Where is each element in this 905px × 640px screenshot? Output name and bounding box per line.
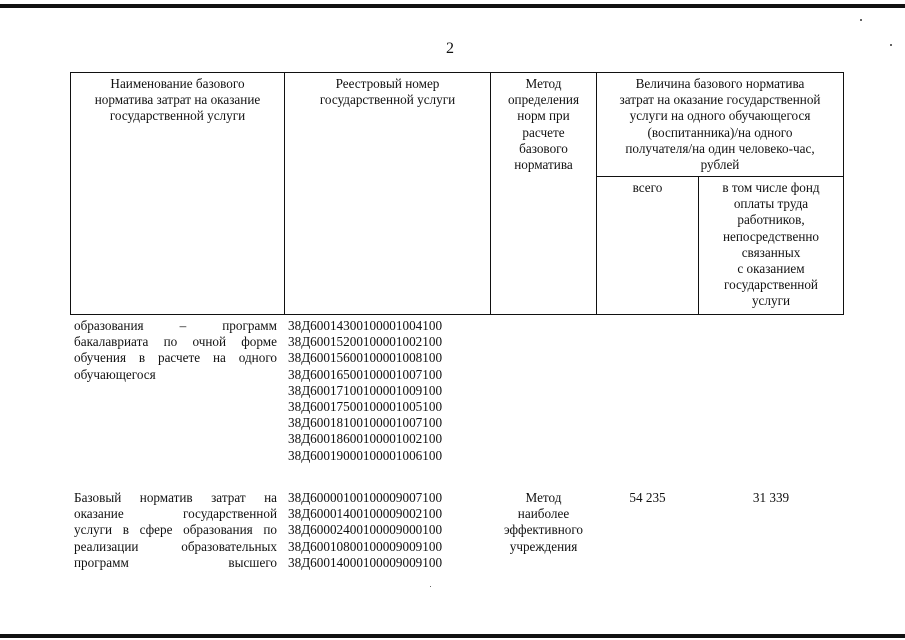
header-norm-value: Величина базового норматива затрат на оказание государственной услуги на одного обучающегося (воспитанника)/на одного получателя/на один человеко-час, рублей [619, 76, 821, 173]
row-2-total-value: 54 235 [629, 490, 666, 505]
table-border-top [70, 72, 844, 73]
header-registry-number: Реестровый номер государственной услуги [319, 76, 456, 108]
column-divider [284, 72, 285, 315]
header-method: Метод определения норм при расчете базового норматива [507, 76, 580, 173]
header-wage-fund: в том числе фонд оплаты труда работников, непосредственно связанных с оказанием государственной услуги [722, 180, 820, 309]
row-1-service-name: образования – программ бакалавриата по очной форме обучения в расчете на одного обучающегося [74, 318, 277, 382]
row-2-service-name: Базовый норматив затрат на оказание государственной услуги в сфере образования по реализации образовательных программ высшего [74, 490, 277, 570]
header-bottom-border [70, 314, 844, 315]
row-2-method: Метод наиболее эффективного учреждения [503, 490, 584, 554]
page-number: 2 [446, 40, 454, 57]
row-1-registry-codes: 38Д60014300100001004100 38Д60015200100001002100 38Д60015600100001008100 38Д60016500100001007100 38Д60017100100001009100 38Д60017500100001005100 38Д60018100100001007100 38Д60018600100001002100 38Д60019000100001006100 [288, 318, 443, 463]
header-service-name: Наименование базового норматива затрат на оказание государственной услуги [94, 76, 261, 124]
row-2-registry-codes: 38Д60000100100009007100 38Д60001400100009002100 38Д60002400100009000100 38Д60010800100009009100 38Д60014000100009009100 [288, 490, 443, 570]
header-subdivider [596, 176, 844, 177]
header-total: всего [632, 180, 663, 195]
row-2-wage-fund-value: 31 339 [752, 490, 790, 505]
table-border-right [843, 72, 844, 315]
